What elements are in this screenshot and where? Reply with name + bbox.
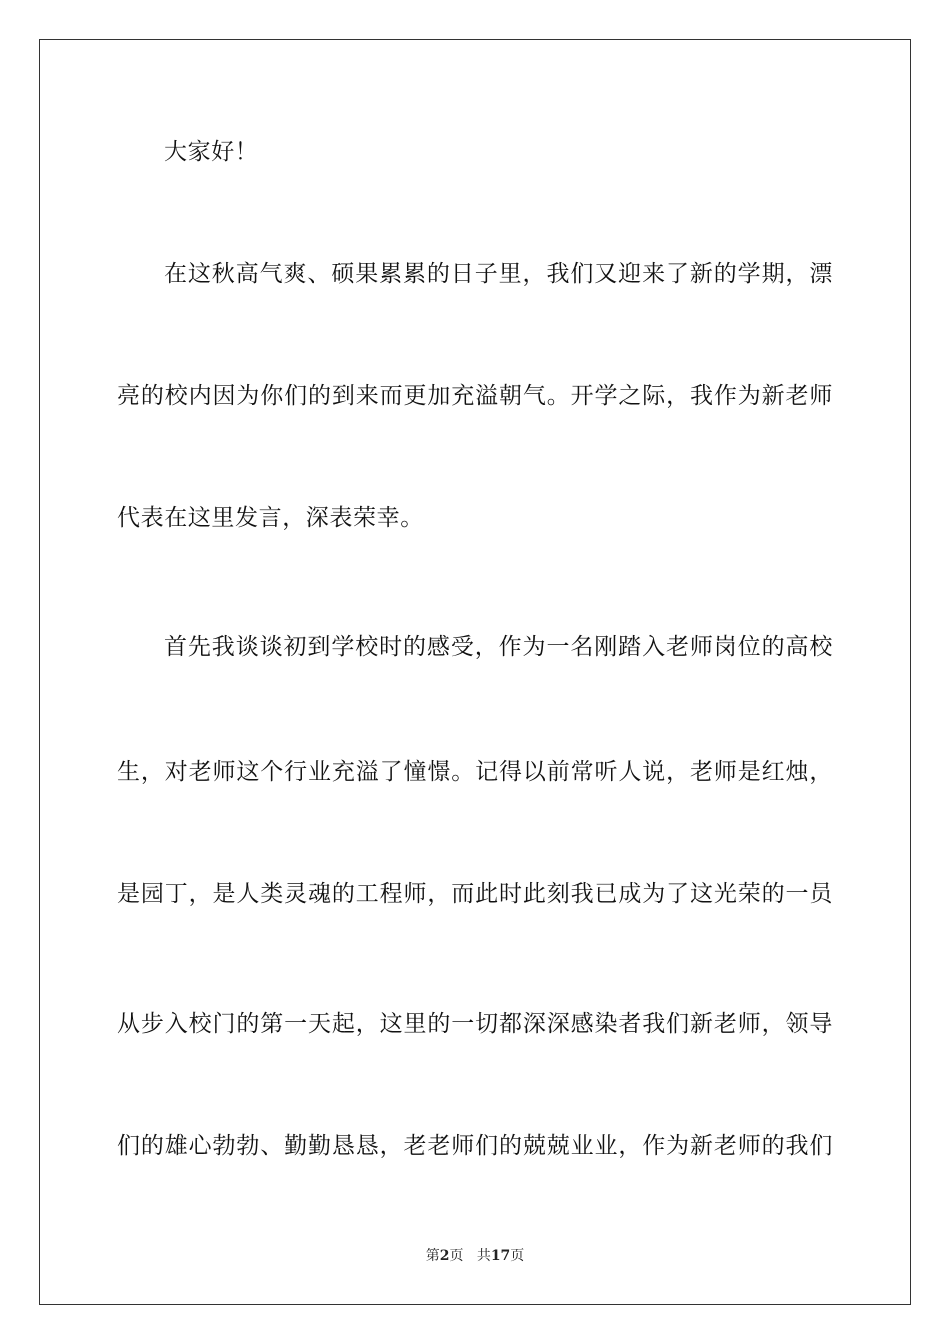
total-unit: 页 xyxy=(510,1248,525,1264)
paragraph-2-line-3: 是园丁，是人类灵魂的工程师，而此时此刻我已成为了这光荣的一员 xyxy=(117,881,833,907)
paragraph-1-line-2: 亮的校内因为你们的到来而更加充溢朝气。开学之际，我作为新老师 xyxy=(117,383,833,409)
paragraph-2-line-1: 首先我谈谈初到学校时的感受，作为一名刚踏入老师岗位的高校 xyxy=(164,634,833,660)
greeting-line: 大家好！ xyxy=(164,139,259,165)
page-unit: 页 xyxy=(449,1248,464,1264)
paragraph-2-line-5: 们的雄心勃勃、勤勤恳恳，老老师们的兢兢业业，作为新老师的我们 xyxy=(117,1133,833,1159)
total-prefix: 共 xyxy=(476,1248,491,1264)
page-prefix: 第 xyxy=(425,1248,440,1264)
paragraph-1-line-1: 在这秋高气爽、硕果累累的日子里，我们又迎来了新的学期，漂 xyxy=(164,261,833,287)
page-border xyxy=(39,39,911,1305)
page-footer xyxy=(0,1247,950,1265)
paragraph-2-line-4: 从步入校门的第一天起，这里的一切都深深感染者我们新老师，领导 xyxy=(117,1011,833,1037)
page-current: 2 xyxy=(439,1248,450,1264)
paragraph-2-line-2: 生，对老师这个行业充溢了憧憬。记得以前常听人说，老师是红烛， xyxy=(117,759,833,785)
paragraph-1-line-3: 代表在这里发言，深表荣幸。 xyxy=(117,505,424,531)
page-total: 17 xyxy=(490,1248,511,1264)
